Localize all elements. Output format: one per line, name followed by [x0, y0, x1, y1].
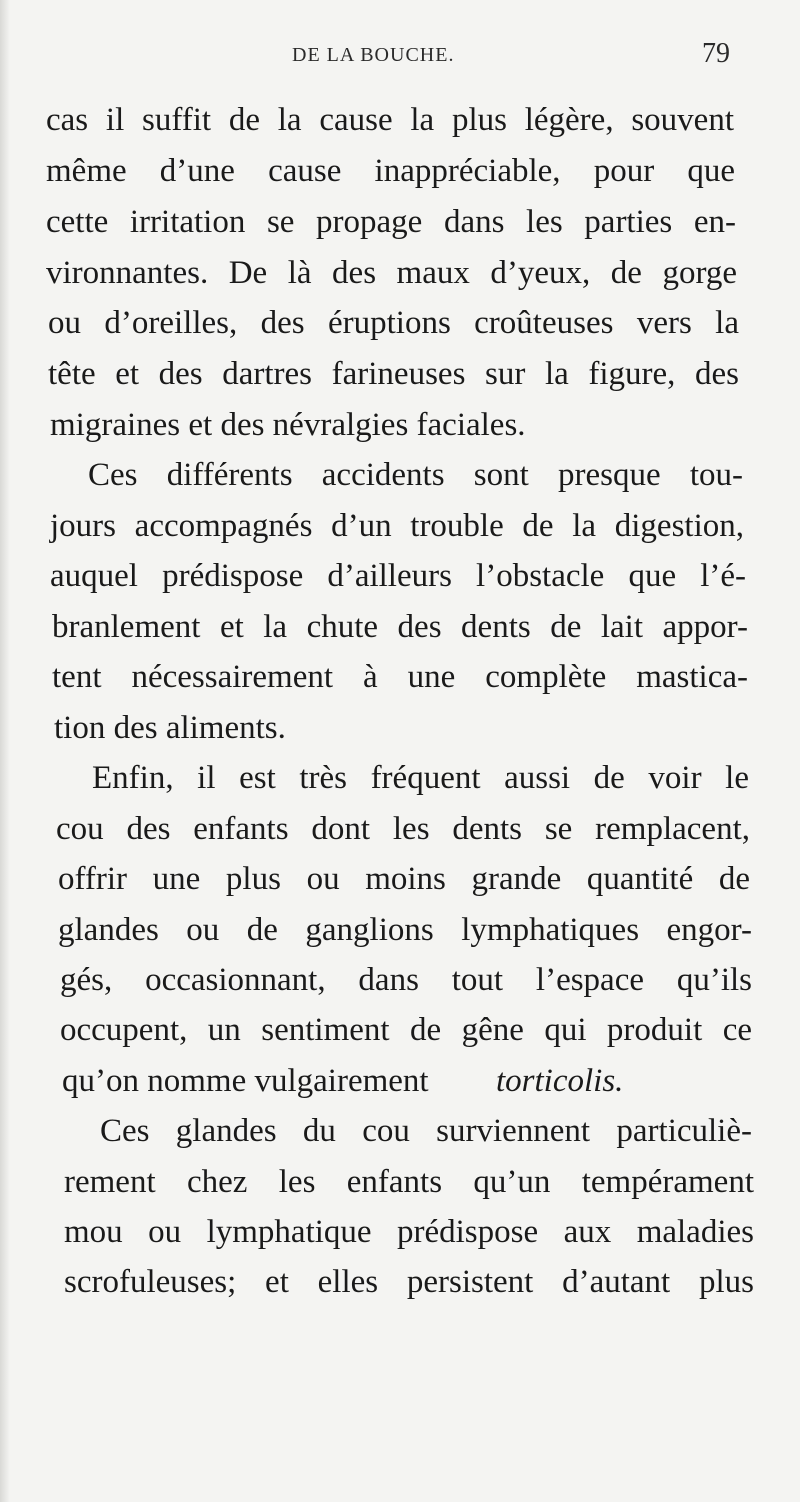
page-header: [0, 38, 800, 72]
text-line: offrir une plus ou moins grande quantité de: [58, 861, 750, 897]
text-line: branlement et la chute des dents de lait appor-: [52, 609, 748, 645]
text-line: cette irritation se propage dans les parties en-: [46, 204, 736, 240]
text-line: occupent, un sentiment de gêne qui produit ce: [60, 1012, 752, 1048]
text-line-italic: [496, 1065, 646, 1098]
text-line: même d’une cause inappréciable, pour que: [46, 153, 735, 189]
page-edge-shadow: [0, 0, 10, 1502]
text-line: auquel prédispose d’ailleurs l’obstacle que l’é-: [50, 558, 746, 594]
text-line: ou d’oreilles, des éruptions croûteuses vers la: [48, 305, 739, 341]
text-line: mou ou lymphatique prédispose aux maladies: [64, 1214, 754, 1250]
text-line: gés, occasionnant, dans tout l’espace qu’ils: [60, 962, 752, 998]
text-line: tête et des dartres farineuses sur la figure, des: [48, 356, 739, 392]
text-line: tion des aliments.: [54, 710, 286, 746]
text-line: qu’on nomme vulgairement: [62, 1063, 429, 1099]
text-line: Enfin, il est très fréquent aussi de voir le: [92, 760, 749, 796]
page-number: 79: [702, 38, 730, 69]
italic-term: torticolis.: [496, 1063, 624, 1099]
text-line: glandes ou de ganglions lymphatiques engor-: [58, 912, 752, 948]
text-line: cas il suffit de la cause la plus légère, souvent: [46, 102, 734, 138]
text-line: Ces glandes du cou surviennent particuliè-: [100, 1113, 752, 1149]
text-line: rement chez les enfants qu’un tempérament: [64, 1164, 754, 1200]
text-line: scrofuleuses; et elles persistent d’autant plus: [64, 1264, 754, 1300]
text-line: Ces différents accidents sont presque tou-: [88, 457, 743, 493]
running-head: DE LA BOUCHE.: [292, 44, 455, 66]
text-line: cou des enfants dont les dents se remplacent,: [56, 811, 750, 847]
text-line: vironnantes. De là des maux d’yeux, de gorge: [46, 255, 737, 291]
text-line: migraines et des névralgies faciales.: [50, 407, 526, 443]
text-line: jours accompagnés d’un trouble de la digestion,: [50, 508, 744, 544]
text-line: tent nécessairement à une complète mastica-: [52, 659, 748, 695]
